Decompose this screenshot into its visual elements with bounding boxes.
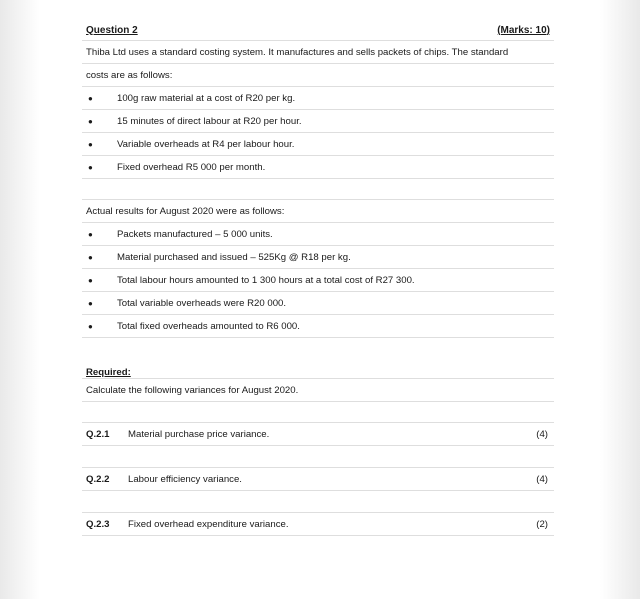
actual-intro: Actual results for August 2020 were as follows:: [86, 205, 285, 217]
list-item: [82, 223, 554, 245]
sub-question-marks: (2): [536, 518, 548, 530]
bullet-icon: ●: [88, 229, 93, 239]
sub-question-text: Labour efficiency variance.: [128, 473, 242, 485]
bullet-icon: ●: [88, 139, 93, 149]
standard-cost-text: Fixed overhead R5 000 per month.: [117, 161, 266, 173]
bullet-icon: ●: [88, 162, 93, 172]
sub-question-marks: (4): [536, 473, 548, 485]
sub-question-text: Material purchase price variance.: [128, 428, 270, 440]
intro-line-1: Thiba Ltd uses a standard costing system. It manufactures and sells packets of chips. The standard: [86, 46, 509, 58]
sub-question-number: Q.2.2: [86, 473, 110, 485]
list-item: [82, 110, 554, 132]
question-document: [82, 20, 554, 536]
sub-question-row: [82, 513, 554, 535]
list-item: [82, 133, 554, 155]
page-edge-left: [0, 0, 40, 599]
actual-result-text: Total fixed overheads amounted to R6 000.: [117, 320, 300, 332]
page-edge-right: [600, 0, 640, 599]
sub-question-row: [82, 423, 554, 445]
intro-line-2: costs are as follows:: [86, 69, 173, 81]
standard-cost-text: 100g raw material at a cost of R20 per kg.: [117, 92, 296, 104]
standard-cost-text: Variable overheads at R4 per labour hour.: [117, 138, 295, 150]
bullet-icon: ●: [88, 116, 93, 126]
actual-result-text: Total labour hours amounted to 1 300 hours at a total cost of R27 300.: [117, 274, 415, 286]
sub-question-marks: (4): [536, 428, 548, 440]
list-item: [82, 315, 554, 337]
bullet-icon: ●: [88, 252, 93, 262]
list-item: [82, 292, 554, 314]
question-marks: (Marks: 10): [497, 24, 550, 36]
list-item: [82, 269, 554, 291]
question-title: Question 2: [86, 24, 138, 36]
list-item: [82, 156, 554, 178]
sub-question-number: Q.2.1: [86, 428, 110, 440]
bullet-icon: ●: [88, 298, 93, 308]
bullet-icon: ●: [88, 93, 93, 103]
list-item: [82, 87, 554, 109]
actual-result-text: Material purchased and issued – 525Kg @ R18 per kg.: [117, 251, 351, 263]
actual-result-text: Packets manufactured – 5 000 units.: [117, 228, 273, 240]
bullet-icon: ●: [88, 275, 93, 285]
list-item: [82, 246, 554, 268]
bullet-icon: ●: [88, 321, 93, 331]
question-header: [82, 20, 554, 40]
standard-cost-text: 15 minutes of direct labour at R20 per hour.: [117, 115, 302, 127]
actual-result-text: Total variable overheads were R20 000.: [117, 297, 287, 309]
required-text: Calculate the following variances for August 2020.: [86, 384, 299, 396]
sub-question-row: [82, 468, 554, 490]
sub-question-number: Q.2.3: [86, 518, 110, 530]
sub-question-text: Fixed overhead expenditure variance.: [128, 518, 289, 530]
required-heading: Required:: [86, 367, 131, 378]
